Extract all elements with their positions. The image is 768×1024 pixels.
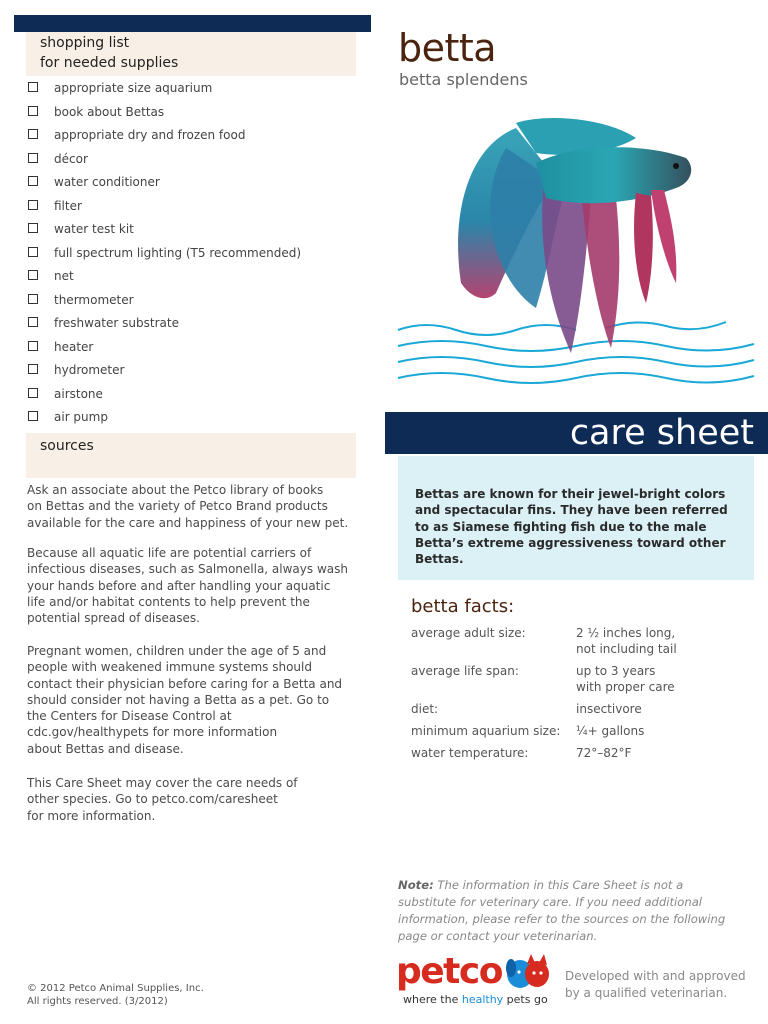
list-item: hydrometer — [27, 362, 301, 386]
facts-heading: betta facts: — [411, 596, 515, 617]
list-item: air pump — [27, 409, 301, 433]
list-item: décor — [27, 151, 301, 175]
checkbox-icon[interactable] — [28, 411, 38, 421]
list-item: thermometer — [27, 292, 301, 316]
sources-heading-box — [26, 433, 356, 478]
shopping-heading-line1: shopping list — [40, 35, 130, 51]
sources-paragraph-4: This Care Sheet may cover the care needs of other species. Go to petco.com/caresheet for more information. — [27, 776, 298, 823]
list-item: water conditioner — [27, 174, 301, 198]
list-item: appropriate dry and frozen food — [27, 127, 301, 151]
vet-approval: Developed with and approved by a qualified veterinarian. — [565, 969, 746, 1000]
checkbox-icon[interactable] — [28, 153, 38, 163]
intro-text: Bettas are known for their jewel-bright colors and spectacular fins. They have been referred to as Siamese fighting fish due to the male Betta’s extreme aggressiveness toward other Bettas. — [415, 487, 728, 567]
dog-and-cat-icon — [504, 954, 552, 992]
note-label: Note: — [398, 878, 434, 892]
petco-wordmark: petco — [396, 951, 502, 992]
list-item: appropriate size aquarium — [27, 80, 301, 104]
top-rule — [14, 15, 371, 32]
betta-fish-illustration — [396, 108, 756, 396]
checkbox-icon[interactable] — [28, 317, 38, 327]
list-item: full spectrum lighting (T5 recommended) — [27, 245, 301, 269]
list-item: water test kit — [27, 221, 301, 245]
scientific-name: betta splendens — [399, 70, 528, 89]
list-item: heater — [27, 339, 301, 363]
sources-heading: sources — [40, 438, 94, 454]
checkbox-icon[interactable] — [28, 294, 38, 304]
checkbox-icon[interactable] — [28, 223, 38, 233]
intro-box — [398, 456, 754, 580]
list-item: freshwater substrate — [27, 315, 301, 339]
checkbox-icon[interactable] — [28, 176, 38, 186]
copyright: © 2012 Petco Animal Supplies, Inc. All rights reserved. (3/2012) — [27, 983, 204, 1007]
care-sheet-banner — [385, 412, 768, 454]
water-waves-icon — [398, 322, 754, 383]
checkbox-icon[interactable] — [28, 341, 38, 351]
care-sheet-label: care sheet — [569, 413, 754, 453]
checkbox-icon[interactable] — [28, 106, 38, 116]
shopping-list — [27, 80, 301, 433]
checkbox-icon[interactable] — [28, 388, 38, 398]
sources-paragraph-3: Pregnant women, children under the age of 5 and people with weakened immune systems should contact their physician before caring for a Betta and should consider not having a Betta as a pet. Go to the Centers for Disease Control at cdc.gov/healthypets for more information about Bettas and disease. — [27, 644, 343, 756]
sources-paragraph-2: Because all aquatic life are potential carriers of infectious diseases, such as Salmonella, always wash your hands before and after handling your aquatic life and/or habitat contents to help prevent the potential spread of diseases. — [27, 546, 348, 626]
checkbox-icon[interactable] — [28, 129, 38, 139]
page-title: betta — [398, 26, 497, 70]
list-item: airstone — [27, 386, 301, 410]
note-text: The information in this Care Sheet is not a substitute for veterinary care. If you need additional information, please refer to the sources on the following page or contact your veterinarian. — [398, 878, 726, 943]
petco-logo — [396, 952, 556, 1008]
shopping-list-heading — [26, 32, 356, 76]
checkbox-icon[interactable] — [28, 247, 38, 257]
list-item: filter — [27, 198, 301, 222]
veterinary-note — [398, 877, 743, 945]
sources-paragraph-1: Ask an associate about the Petco library of books on Bettas and the variety of Petco Brand products available for the care and happiness of your new pet. — [27, 483, 349, 530]
checkbox-icon[interactable] — [28, 200, 38, 210]
checkbox-icon[interactable] — [28, 270, 38, 280]
checkbox-icon[interactable] — [28, 82, 38, 92]
checkbox-icon[interactable] — [28, 364, 38, 374]
shopping-heading-line2: for needed supplies — [40, 55, 179, 71]
petco-tagline: where the healthy pets go — [403, 993, 548, 1006]
list-item: book about Bettas — [27, 104, 301, 128]
list-item: net — [27, 268, 301, 292]
